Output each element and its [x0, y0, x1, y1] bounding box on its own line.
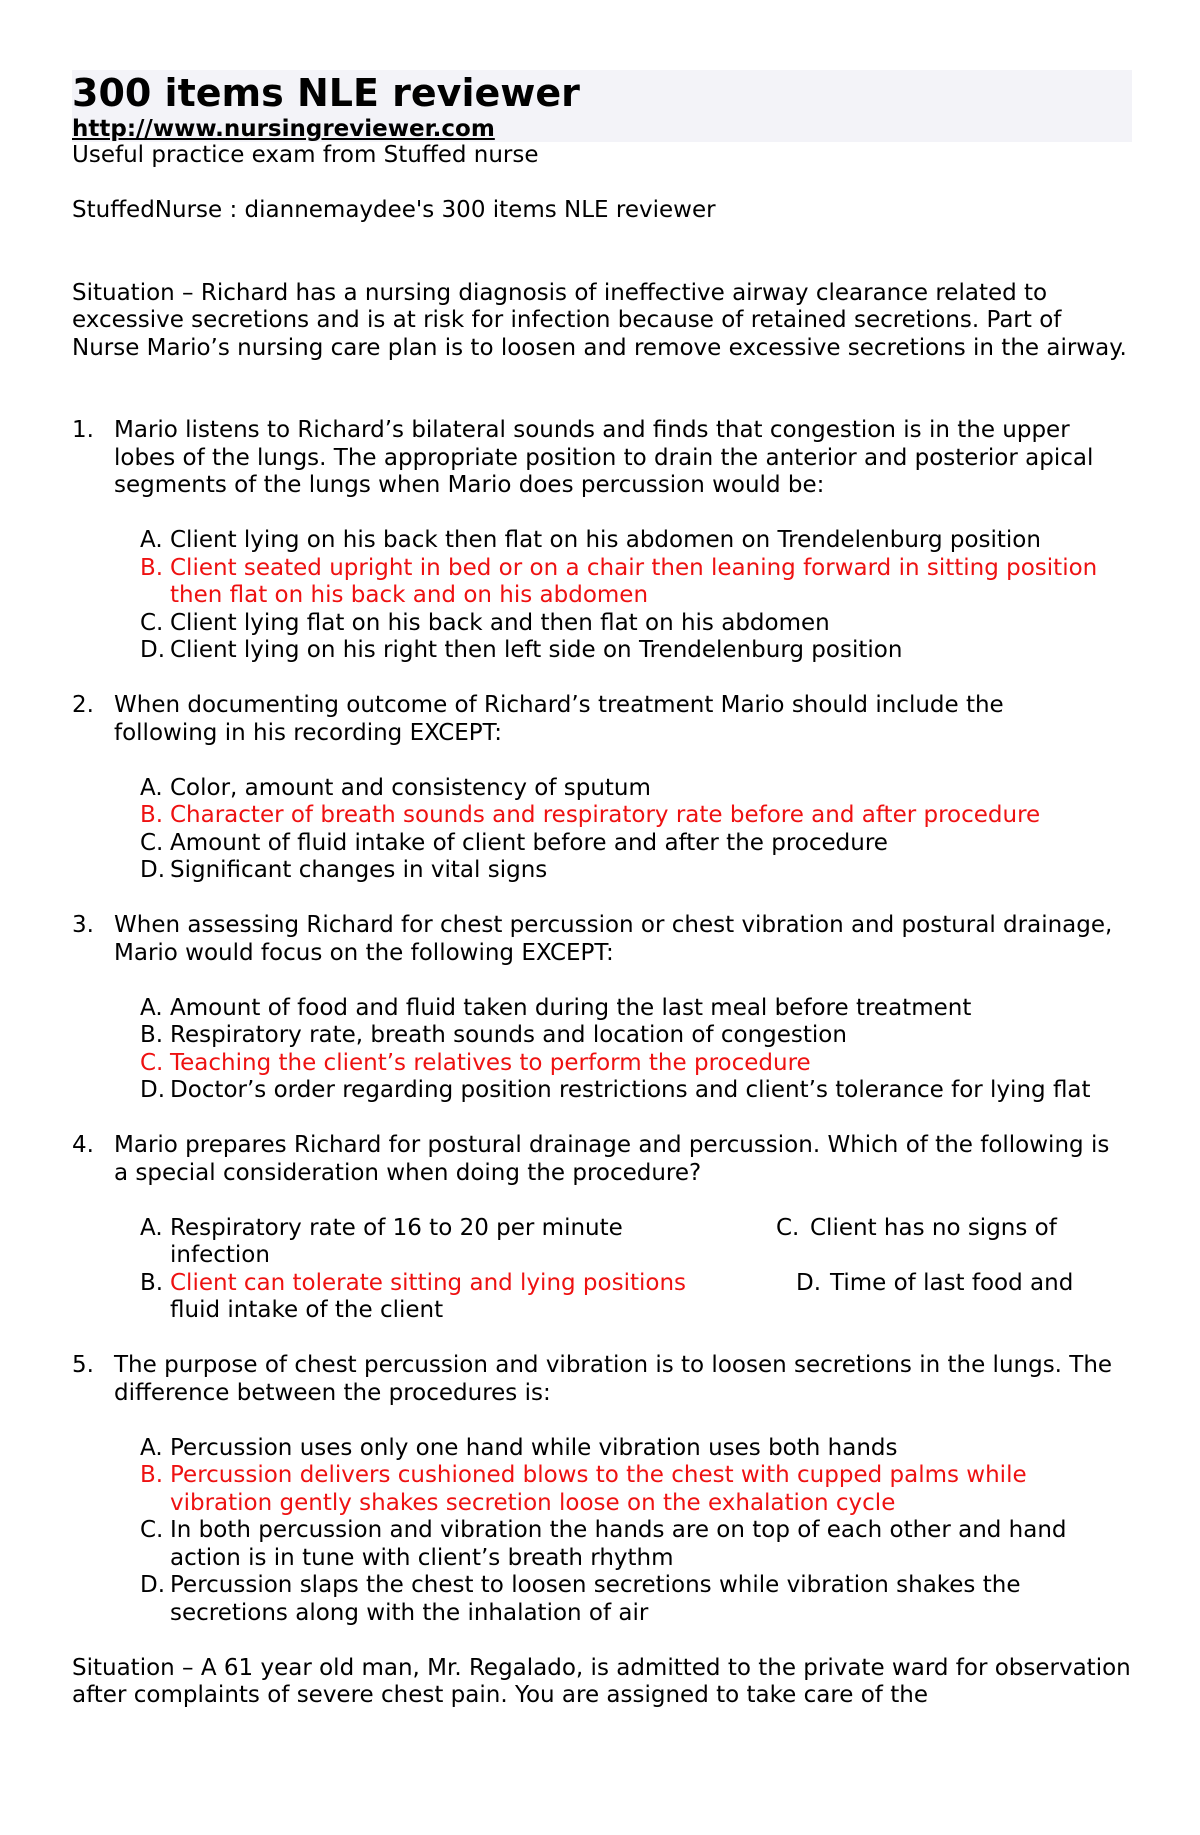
option-a: A. Percussion uses only one hand while vibration uses both hands: [140, 1434, 898, 1461]
situation-2: Situation – A 61 year old man, Mr. Regalado, is admitted to the private ward for observation after complaints of severe chest pain. You are assigned to take care of the: [72, 1654, 1131, 1708]
option-a: A. Client lying on his back then flat on his abdomen on Trendelenburg position: [140, 527, 1041, 553]
subtitle: Useful practice exam from Stuffed nurse: [72, 142, 539, 168]
situation-1: Situation – Richard has a nursing diagnosis of ineffective airway clearance related to excessive secretions and is at risk for infection because of retained secretions. Part of Nurse Mario’s nursing care plan is to loosen and remove excessive secretions in the airway.: [72, 279, 1127, 361]
option-b-letter: B.: [140, 1269, 164, 1296]
option-c-letter: C.: [776, 1214, 800, 1241]
option-b-answer: B. Client seated upright in bed or on a chair then leaning forward in sitting position then flat on his back and on his abdomen: [140, 554, 1098, 608]
question-number: 3.: [72, 912, 94, 938]
option-b-answer: B. Percussion delivers cushioned blows to the chest with cupped palms while vibration gently shakes secretion loose on the exhalation cycle: [140, 1462, 1027, 1516]
question-5: [72, 1352, 1132, 1627]
option-d-text: Time of last food and: [830, 1269, 1074, 1296]
question-text: When documenting outcome of Richard’s treatment Mario should include the following in his recording EXCEPT:: [114, 692, 1004, 746]
option-c-text: Client has no signs of: [810, 1214, 1057, 1241]
option-d: D. Significant changes in vital signs: [140, 857, 548, 883]
option-a: A. Color, amount and consistency of sputum: [140, 774, 651, 801]
option-c-answer: C. Teaching the client’s relatives to perform the procedure: [140, 1049, 811, 1076]
document-body: [72, 70, 1132, 1710]
option-b: B. Respiratory rate, breath sounds and location of congestion: [140, 1022, 847, 1048]
option-b-answer-text: Client can tolerate sitting and lying positions: [170, 1269, 687, 1296]
question-number: 4.: [72, 1132, 94, 1158]
question-text: Mario listens to Richard’s bilateral sounds and finds that congestion is in the upper lobes of the lungs. The appropriate position to drain the anterior and posterior apical segments of the lungs when Mario does percussion would be:: [114, 417, 1094, 498]
question-4: [72, 1132, 1132, 1325]
option-c: C. In both percussion and vibration the hands are on top of each other and hand action is in tune with client’s breath rhythm: [140, 1517, 1067, 1571]
question-text: When assessing Richard for chest percussion or chest vibration and postural drainage, Mario would focus on the following EXCEPT:: [114, 912, 1113, 966]
question-number: 2.: [72, 692, 94, 718]
option-d: D. Client lying on his right then left side on Trendelenburg position: [140, 637, 903, 663]
option-c: C. Client lying flat on his back and then flat on his abdomen: [140, 609, 830, 636]
option-d: D. Percussion slaps the chest to loosen secretions while vibration shakes the secretions along with the inhalation of air: [140, 1572, 1021, 1626]
question-2: [72, 692, 1132, 885]
option-c: C. Amount of fluid intake of client before and after the procedure: [140, 829, 888, 856]
two-column-options: [140, 1215, 1132, 1325]
question-1: [72, 417, 1132, 665]
byline: StuffedNurse : diannemaydee's 300 items NLE reviewer: [72, 197, 716, 223]
option-d-continued: fluid intake of the client: [170, 1297, 444, 1323]
question-text: The purpose of chest percussion and vibration is to loosen secretions in the lungs. The difference between the procedures is:: [114, 1352, 1113, 1406]
option-a-text: Respiratory rate of 16 to 20 per minute: [170, 1214, 623, 1241]
option-c-continued: infection: [170, 1242, 270, 1268]
question-number: 5.: [72, 1352, 94, 1378]
source-link[interactable]: http://www.nursingreviewer.com: [72, 116, 1132, 142]
question-3: [72, 912, 1132, 1105]
question-text: Mario prepares Richard for postural drainage and percussion. Which of the following is a special consideration when doing the procedure?: [114, 1132, 1110, 1186]
option-b-answer: B. Character of breath sounds and respiratory rate before and after procedure: [140, 802, 1041, 828]
option-a-letter: A.: [140, 1214, 163, 1241]
option-d-letter: D.: [796, 1269, 822, 1296]
question-number: 1.: [72, 417, 94, 443]
option-a: A. Amount of food and fluid taken during the last meal before treatment: [140, 994, 972, 1021]
option-d: D. Doctor’s order regarding position restrictions and client’s tolerance for lying flat: [140, 1077, 1091, 1103]
document-title: 300 items NLE reviewer: [72, 70, 1132, 116]
